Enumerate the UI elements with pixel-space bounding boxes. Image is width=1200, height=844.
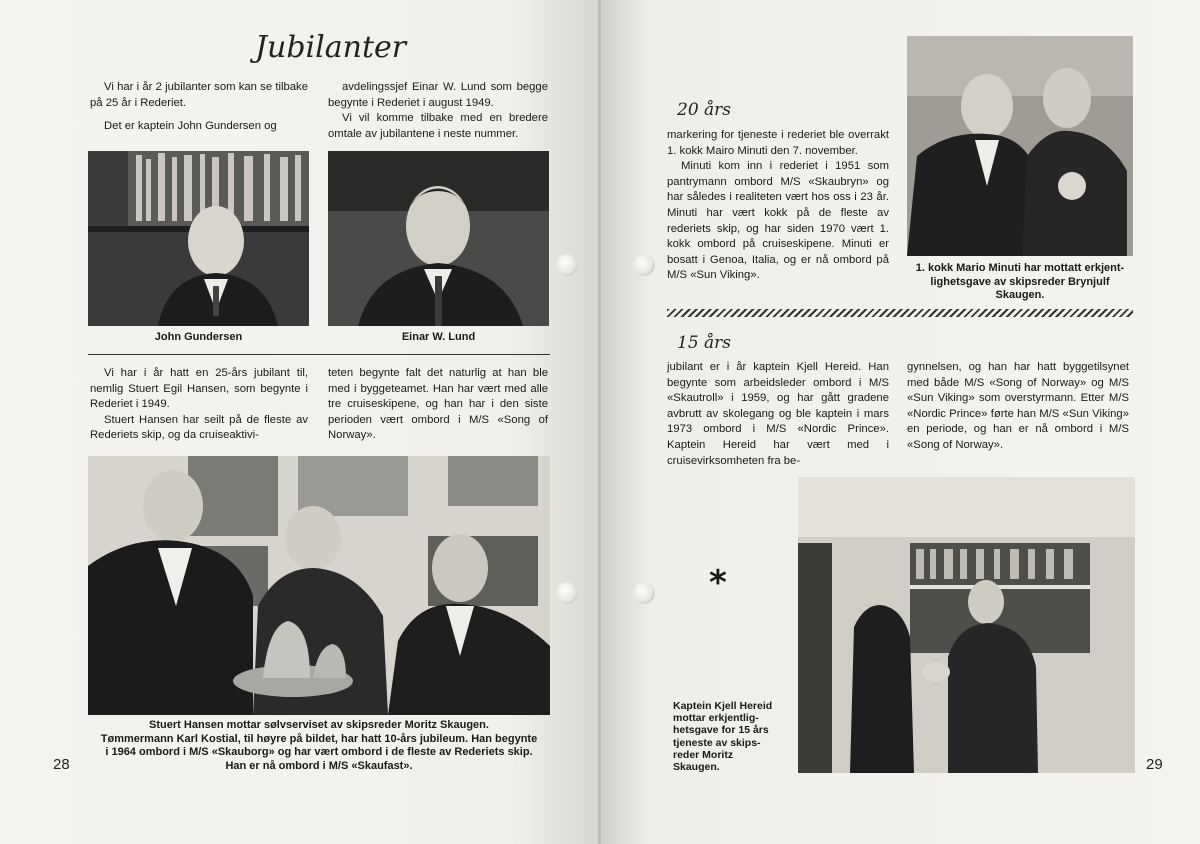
intro-column-1 bbox=[90, 80, 308, 135]
page-title: Jubilanter bbox=[255, 30, 407, 65]
paragraph: jubilant er i år kaptein Kjell Hereid. Han begynte som arbeidsleder ombord i M/S «Skautroll» i 1959, og har gått gradene avbrutt av skolegang og ble kaptein i mars 1973 ombord i M/S «Nordic Prince». Kaptein Hereid har vært med i cruisevirksomheten fra be- bbox=[667, 361, 889, 467]
paragraph: Det er kaptein John Gundersen og bbox=[104, 120, 277, 133]
page-number: 28 bbox=[53, 756, 70, 773]
wavy-divider bbox=[667, 309, 1133, 317]
hereid-caption bbox=[673, 700, 785, 773]
paragraph: markering for tjeneste i rederiet ble overrakt 1. kokk Mairo Minuti den 7. november. bbox=[667, 129, 889, 157]
photo-caption: Einar W. Lund bbox=[401, 331, 476, 343]
caption-line: Kaptein Kjell Hereid bbox=[673, 700, 773, 712]
paragraph: Vi har i år 2 jubilanter som kan se tilbake på 25 år i Rederiet. bbox=[90, 81, 308, 109]
caption-line: tjeneste av skips- bbox=[673, 736, 761, 749]
section-20-text bbox=[667, 128, 889, 284]
section-15-column-1 bbox=[667, 360, 889, 469]
stuert-column-2 bbox=[328, 366, 548, 444]
caption-line: hetsgave for 15 års bbox=[673, 724, 769, 737]
portrait-illustration bbox=[328, 151, 549, 326]
section-heading-15: 15 års bbox=[677, 333, 732, 353]
asterisk-ornament: * bbox=[709, 563, 727, 603]
two-men-illustration bbox=[907, 36, 1133, 256]
photo-stuert-hansen bbox=[88, 456, 550, 715]
right-page bbox=[601, 0, 1200, 844]
paragraph: teten begynte falt det naturlig at han ble med i byggeteamet. Han har vært med alle tre cruiseskipene, og han har i den siste perioden vært ombord i M/S «Song of Norway». bbox=[328, 367, 548, 442]
caption-line: Skaugen. bbox=[673, 761, 720, 774]
photo-caption: John Gundersen bbox=[154, 331, 243, 343]
punch-hole bbox=[556, 582, 578, 604]
stuert-column-1 bbox=[90, 366, 308, 444]
paragraph: Vi vil komme tilbake med en bredere omtale av jubilantene i neste nummer. bbox=[328, 112, 548, 140]
caption-line: mottar erkjentlig- bbox=[673, 712, 759, 725]
photo-john-gundersen bbox=[88, 151, 309, 326]
caption-line: i 1964 ombord i M/S «Skauborg» og har vært ombord i de fleste av Rederiets skip. bbox=[105, 746, 533, 758]
photo-einar-lund bbox=[328, 151, 549, 326]
paragraph: gynnelsen, og han har hatt byggetilsynet med både M/S «Song of Norway» og M/S «Sun Viking» som overstyrmann. Etter M/S «Nordic Prince» førte han M/S «Sun Viking» en periode, og han er nå ombord i M/S «Song of Norway». bbox=[907, 361, 1129, 451]
punch-hole bbox=[633, 582, 655, 604]
group-photo-illustration bbox=[88, 456, 550, 715]
caption-line: Han er nå ombord i M/S «Skaufast». bbox=[225, 759, 413, 772]
caption-line: Stuert Hansen mottar sølvserviset av skipsreder Moritz Skaugen. bbox=[149, 719, 489, 731]
caption-line: Tømmermann Karl Kostial, til høyre på bildet, har hatt 10-års jubileum. Han begynte bbox=[100, 732, 538, 745]
caption-line: reder Moritz bbox=[673, 748, 734, 761]
paragraph: Stuert Hansen har seilt på de fleste av Rederiets skip, og da cruiseaktivi- bbox=[90, 413, 308, 442]
group-photo-caption bbox=[88, 719, 550, 773]
photo-kjell-hereid bbox=[798, 477, 1135, 773]
punch-hole bbox=[556, 254, 578, 276]
caption-line: Skaugen. bbox=[995, 289, 1045, 301]
caption-line: lighetsgave av skipsreder Brynjulf bbox=[930, 275, 1110, 288]
section-heading-20: 20 års bbox=[677, 100, 732, 120]
paragraph: Vi har i år hatt en 25-års jubilant til, nemlig Stuert Egil Hansen, som begynte i Rederiet i 1949. bbox=[90, 367, 308, 411]
section-15-column-2 bbox=[907, 360, 1129, 454]
office-handshake-illustration bbox=[798, 477, 1135, 773]
caption-line: 1. kokk Mario Minuti har mottatt erkjent- bbox=[915, 262, 1125, 274]
photo-mario-minuti bbox=[907, 36, 1133, 256]
page-number: 29 bbox=[1146, 756, 1163, 773]
portrait-illustration bbox=[88, 151, 309, 326]
divider bbox=[88, 354, 550, 355]
paragraph: avdelingssjef Einar W. Lund som begge begynte i Rederiet i august 1949. bbox=[328, 81, 548, 109]
punch-hole bbox=[633, 254, 655, 276]
intro-column-2 bbox=[328, 80, 548, 142]
paragraph: Minuti kom inn i rederiet i 1951 som pantrymann ombord M/S «Skaubryn» og har således i realiteten vært hos oss i 23 år. Minuti har vært kokk på de fleste av rederiets skip, og har siden 1970 vært 1. kokk ombord på cruiseskipene. Minuti er bosatt i Genoa, Italia, og er nå ombord på M/S «Sun Viking». bbox=[667, 160, 889, 282]
minuti-caption bbox=[897, 262, 1143, 303]
